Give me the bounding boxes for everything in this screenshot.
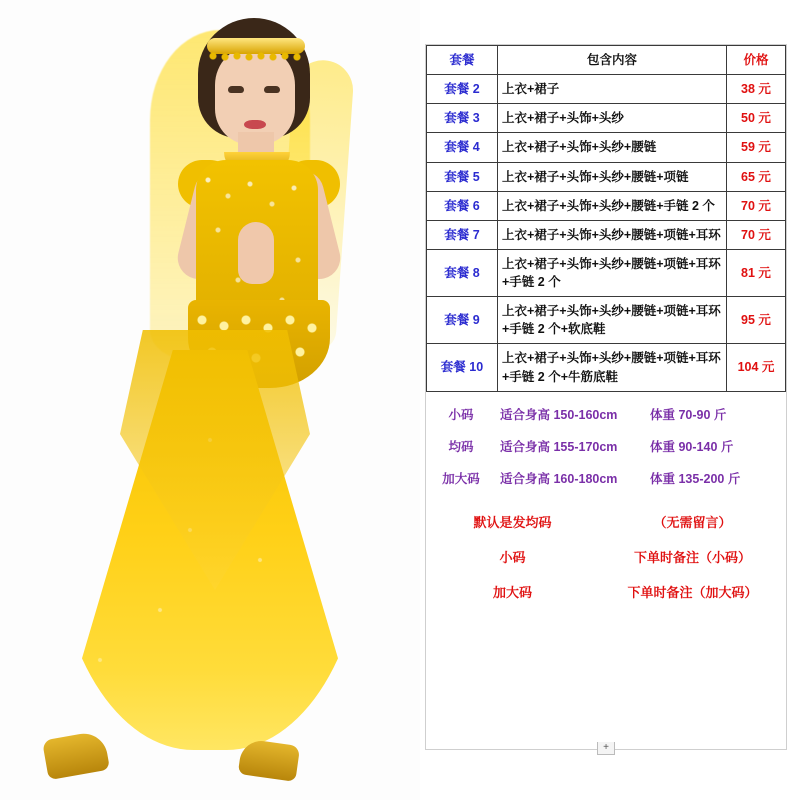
note-row [426,539,786,574]
header-contents: 包含内容 [498,46,727,75]
table-row [427,344,786,391]
table-row [427,249,786,296]
note-left: 小码 [499,549,526,565]
note-right: 下单时备注（加大码） [627,584,758,600]
model-lips [244,120,266,129]
note-left: 加大码 [492,584,532,600]
package-info-panel [425,44,787,750]
size-height: 适合身高 150-160cm [500,407,618,422]
size-row [426,462,786,494]
table-row [427,75,786,104]
row-price: 95 元 [727,297,786,344]
model-eye-left [228,86,244,93]
package-table [426,45,786,392]
row-contents: 上衣+裙子+头饰+头纱 [498,104,727,133]
row-package: 套餐 10 [427,344,498,391]
model-eye-right [264,86,280,93]
row-contents: 上衣+裙子 [498,75,727,104]
note-right: （无需留言） [653,514,732,530]
order-notes-table [426,504,786,609]
headpiece-coins [207,52,305,64]
row-price: 81 元 [727,249,786,296]
table-row [427,133,786,162]
package-table-body [427,75,786,392]
note-row [426,504,786,539]
table-row [427,162,786,191]
row-contents: 上衣+裙子+头饰+头纱+腰链+项链+耳环 [498,220,727,249]
size-weight: 体重 135-200 斤 [650,471,741,486]
row-package: 套餐 8 [427,249,498,296]
table-header-row [427,46,786,75]
row-contents: 上衣+裙子+头饰+头纱+腰链+手链 2 个 [498,191,727,220]
row-contents: 上衣+裙子+头饰+头纱+腰链+项链+耳环+手链 2 个+软底鞋 [498,297,727,344]
size-height: 适合身高 160-180cm [500,471,618,486]
size-guide-table [426,398,786,494]
row-price: 65 元 [727,162,786,191]
table-row [427,104,786,133]
row-price: 70 元 [727,191,786,220]
row-contents: 上衣+裙子+头饰+头纱+腰链+项链+耳环+手链 2 个 [498,249,727,296]
size-weight: 体重 90-140 斤 [650,439,734,454]
row-package: 套餐 7 [427,220,498,249]
table-row [427,220,786,249]
size-row [426,430,786,462]
table-row [427,297,786,344]
row-price: 104 元 [727,344,786,391]
package-table-head [427,46,786,75]
size-weight: 体重 70-90 斤 [650,407,727,422]
row-package: 套餐 6 [427,191,498,220]
size-height: 适合身高 155-170cm [500,439,618,454]
table-row [427,191,786,220]
row-price: 50 元 [727,104,786,133]
row-package: 套餐 3 [427,104,498,133]
row-price: 59 元 [727,133,786,162]
header-package: 套餐 [427,46,498,75]
row-package: 套餐 9 [427,297,498,344]
size-row [426,398,786,430]
note-right: 下单时备注（小码） [633,549,751,565]
expand-button[interactable]: + [597,742,615,755]
note-row [426,574,786,609]
row-package: 套餐 2 [427,75,498,104]
row-price: 38 元 [727,75,786,104]
header-price: 价格 [727,46,786,75]
row-package: 套餐 4 [427,133,498,162]
note-left: 默认是发均码 [473,514,552,530]
row-package: 套餐 5 [427,162,498,191]
row-price: 70 元 [727,220,786,249]
size-label: 均码 [448,439,474,454]
size-label: 小码 [448,407,474,422]
row-contents: 上衣+裙子+头饰+头纱+腰链 [498,133,727,162]
row-contents: 上衣+裙子+头饰+头纱+腰链+项链 [498,162,727,191]
row-contents: 上衣+裙子+头饰+头纱+腰链+项链+耳环+手链 2 个+牛筋底鞋 [498,344,727,391]
size-label: 加大码 [442,471,480,486]
model-hands [238,222,274,284]
